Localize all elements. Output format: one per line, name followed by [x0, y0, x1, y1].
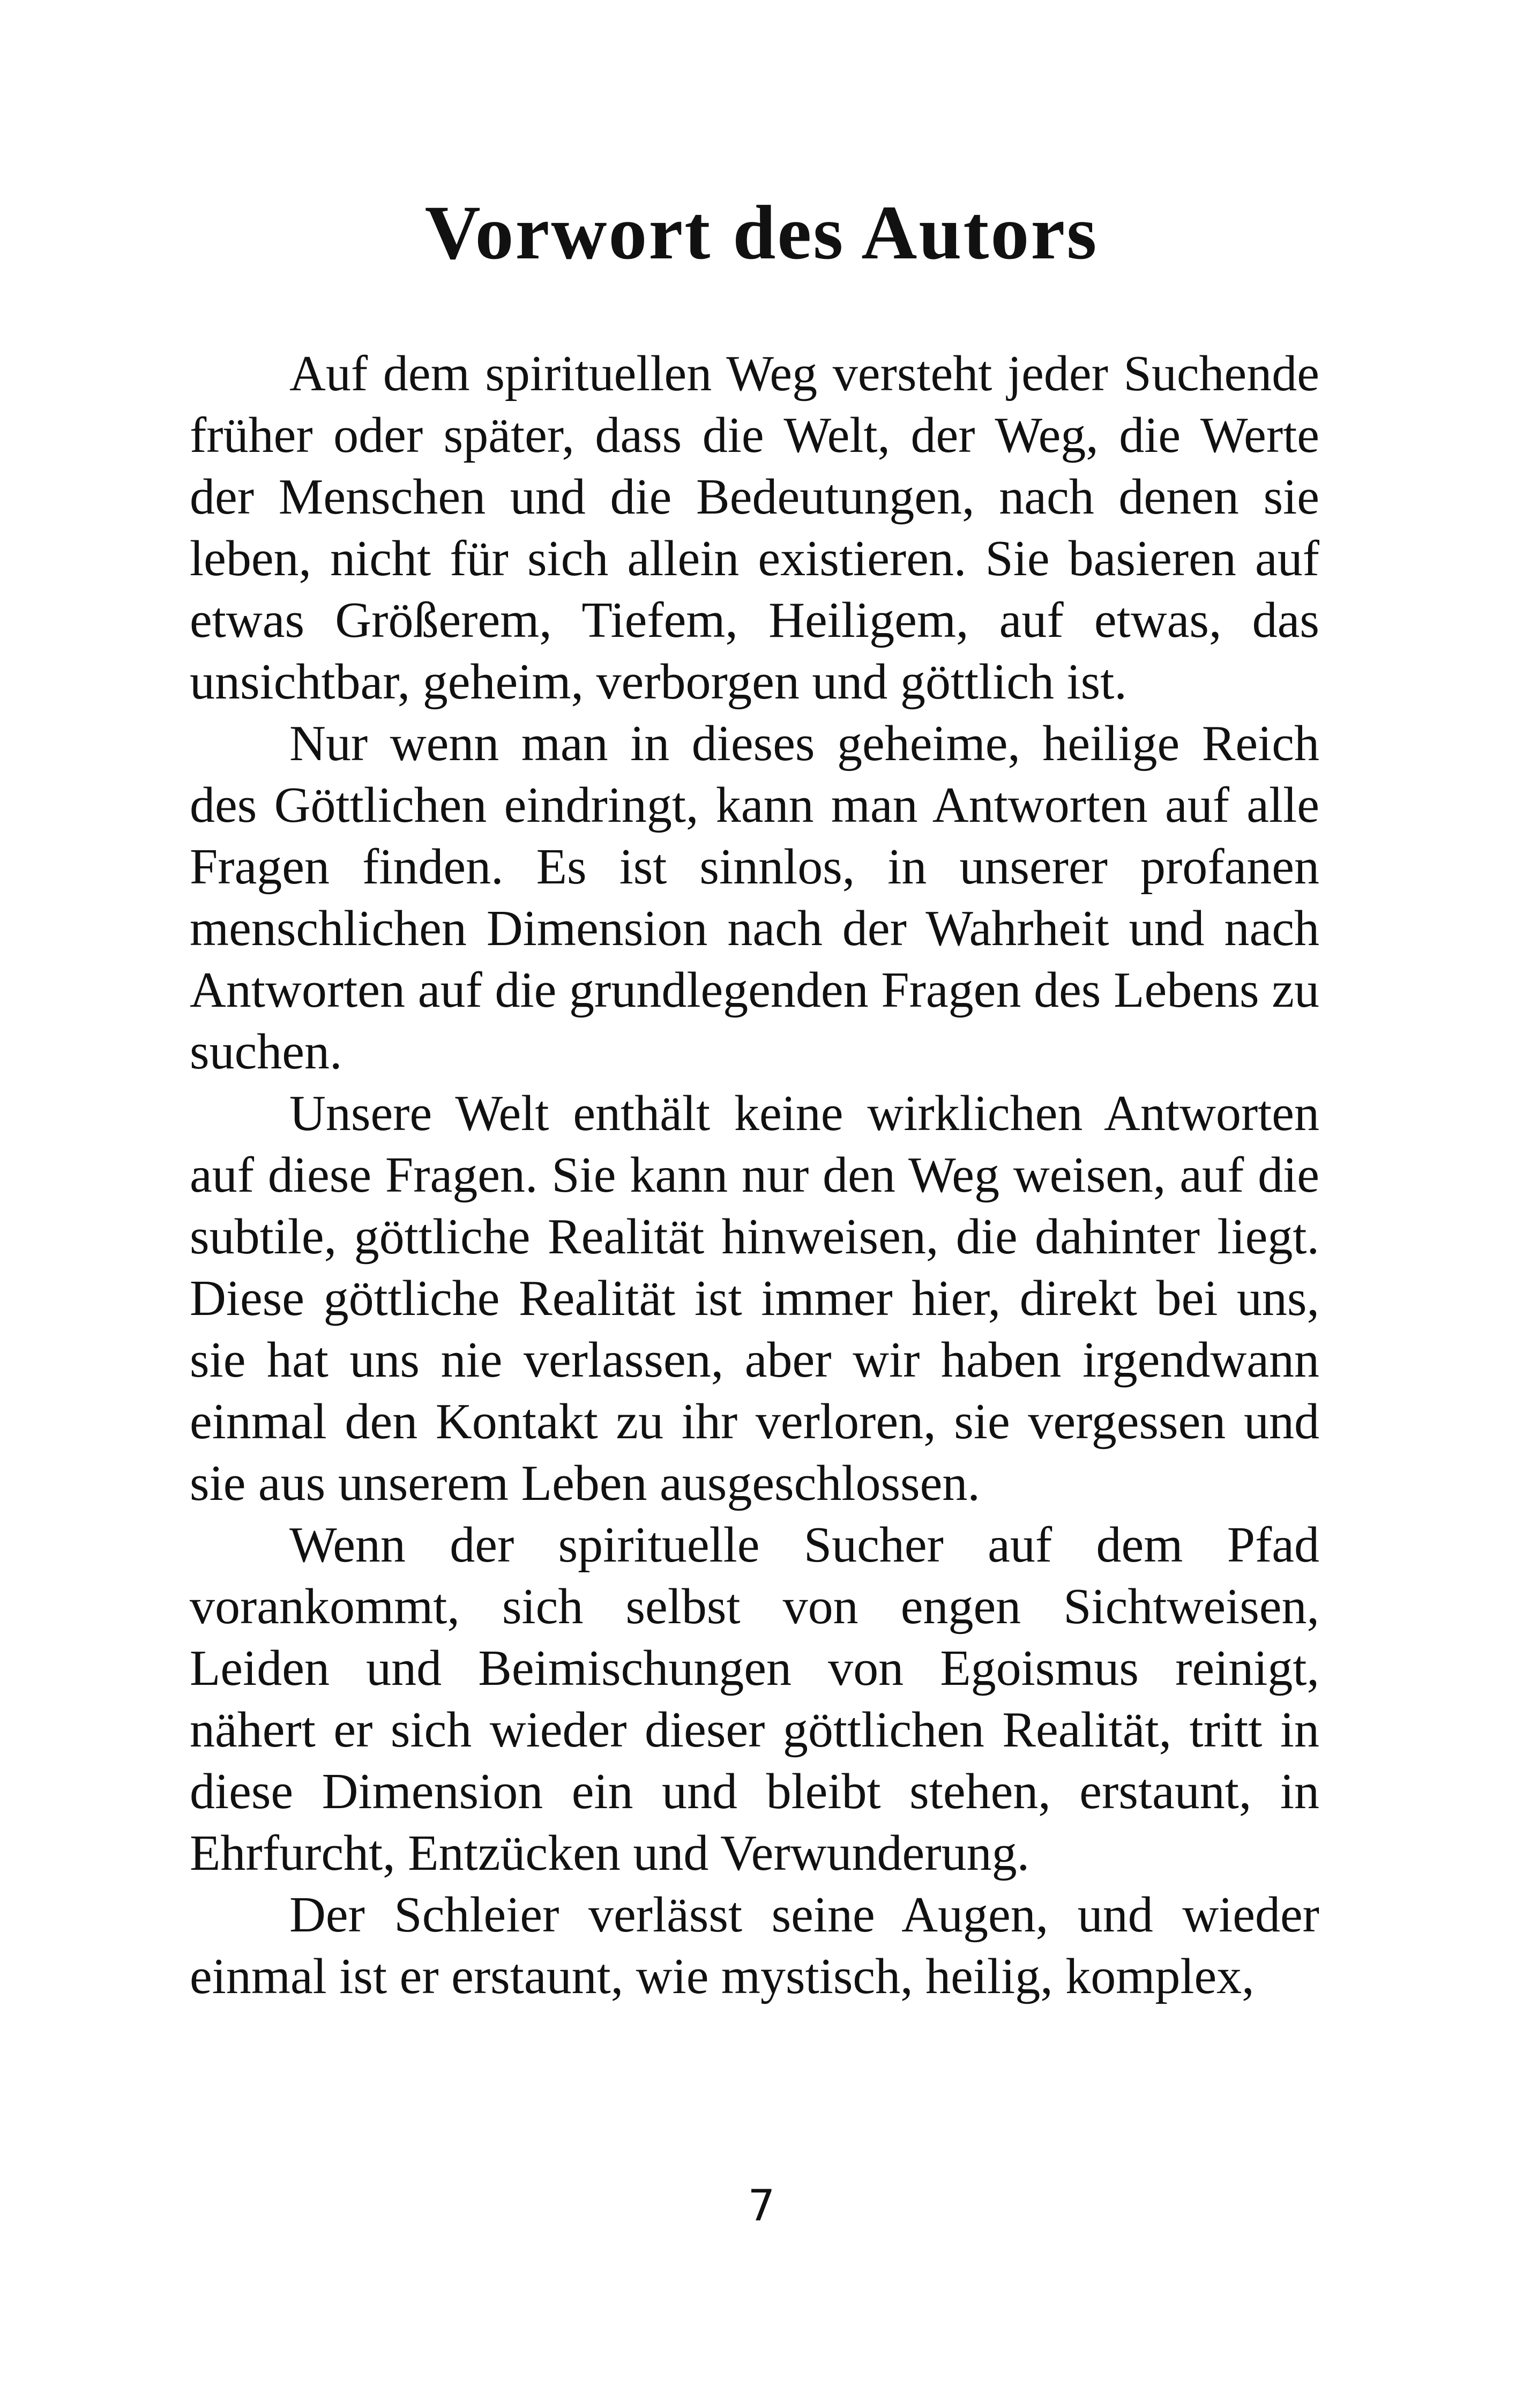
page-number: 7	[748, 2181, 775, 2231]
page-title: Vorwort des Autors	[424, 190, 1099, 276]
paragraph: Unsere Welt enthält keine wirklichen Antworten auf diese Fragen. Sie kann nur den Weg weisen, auf die subtile, göttliche Realität hinweisen, die dahinter liegt. Diese göttliche Realität ist immer hier, direkt bei uns, sie hat uns nie verlassen, aber wir haben irgendwann einmal den Kontakt zu ihr verloren, sie vergessen und sie aus unserem Leben ausgeschlossen.	[190, 1086, 1319, 1511]
body-text	[190, 343, 1319, 2008]
paragraph: Auf dem spirituellen Weg versteht jeder Suchende früher oder später, dass die Welt, der Weg, die Werte der Menschen und die Bedeutungen, nach denen sie leben, nicht für sich allein existieren. Sie basieren auf etwas Größerem, Tiefem, Heiligem, auf etwas, das unsichtbar, geheim, verborgen und göttlich ist.	[190, 346, 1319, 710]
paragraph: Der Schleier verlässt seine Augen, und wieder einmal ist er erstaunt, wie mystisch, heilig, komplex,	[190, 1887, 1319, 2004]
paragraph: Nur wenn man in dieses geheime, heilige Reich des Göttlichen eindringt, kann man Antworten auf alle Fragen finden. Es ist sinnlos, in unserer profanen menschlichen Dimension nach der Wahrheit und nach Antworten auf die grundlegenden Fragen des Lebens zu suchen.	[190, 716, 1319, 1080]
paragraph: Wenn der spirituelle Sucher auf dem Pfad vorankommt, sich selbst von engen Sichtweisen, Leiden und Beimischungen von Egoismus reinigt, nähert er sich wieder dieser göttlichen Realität, tritt in diese Dimension ein und bleibt stehen, erstaunt, in Ehrfurcht, Entzücken und Verwunderung.	[190, 1517, 1319, 1881]
